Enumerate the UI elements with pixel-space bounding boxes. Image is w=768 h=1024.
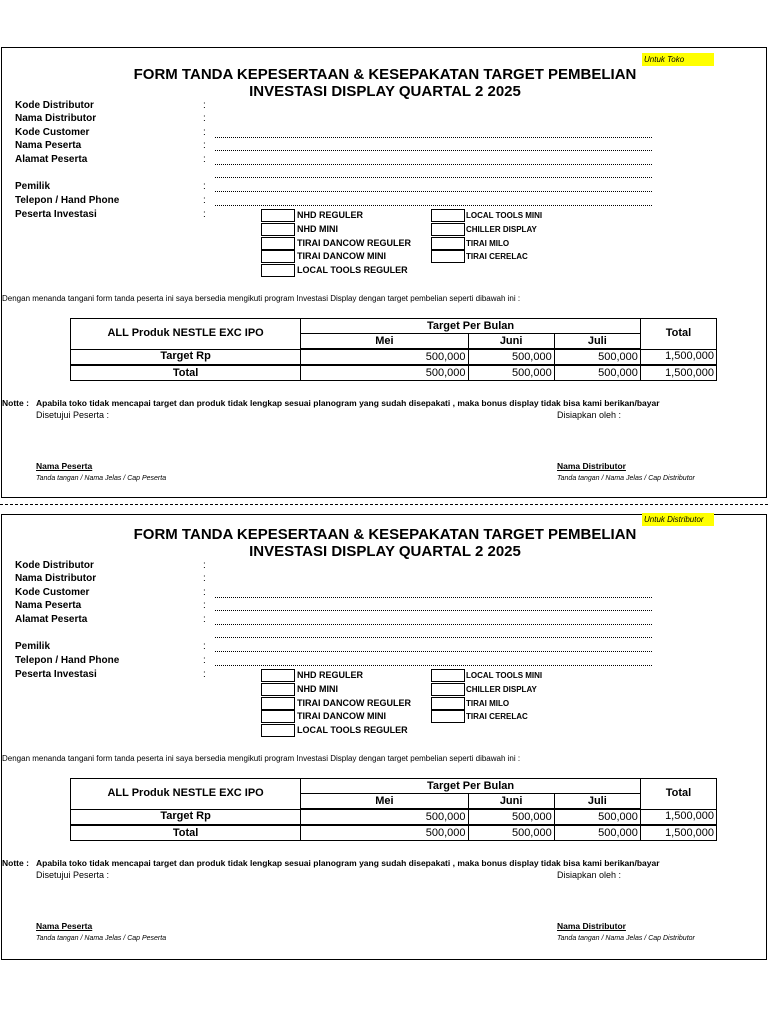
field-colon: : xyxy=(203,587,206,598)
form-title: FORM TANDA KEPESERTAAN & KESEPAKATAN TARGET PEMBELIAN xyxy=(133,526,637,543)
option-label: TIRAI MILO xyxy=(466,698,510,708)
field-colon: : xyxy=(203,127,206,138)
field-input-line[interactable] xyxy=(215,177,652,178)
checkbox-right-2[interactable] xyxy=(431,237,465,250)
field-colon: : xyxy=(203,209,206,220)
field-input-line-kode-customer[interactable] xyxy=(215,597,652,598)
form-subtitle: INVESTASI DISPLAY QUARTAL 2 2025 xyxy=(249,543,521,560)
field-label-alamat-peserta: Alamat Peserta xyxy=(15,154,88,165)
field-colon: : xyxy=(203,573,206,584)
target-per-bulan-header: Target Per Bulan xyxy=(301,319,641,334)
checkbox-right-0[interactable] xyxy=(431,669,465,682)
option-label: CHILLER DISPLAY xyxy=(466,224,537,234)
row-total: 1,500,000 xyxy=(640,349,716,365)
row-value: 500,000 xyxy=(468,349,554,365)
table-row xyxy=(71,365,717,381)
field-label-pemilik: Pemilik xyxy=(15,641,51,652)
checkbox-left-4[interactable] xyxy=(261,264,295,277)
option-label: TIRAI DANCOW REGULER xyxy=(297,697,411,708)
field-input-line-nama-peserta[interactable] xyxy=(215,150,652,151)
field-input-line-alamat-peserta[interactable] xyxy=(215,624,652,625)
field-colon: : xyxy=(203,181,206,192)
field-label-kode-customer: Kode Customer xyxy=(15,127,90,138)
row-value: 500,000 xyxy=(301,365,468,381)
option-label: TIRAI CERELAC xyxy=(466,252,528,262)
field-colon: : xyxy=(203,195,206,206)
checkbox-right-3[interactable] xyxy=(431,710,465,723)
disiapkan-label: Disiapkan oleh : xyxy=(557,410,622,420)
row-value: 500,000 xyxy=(468,809,554,825)
field-input-line-alamat-peserta[interactable] xyxy=(215,164,652,165)
field-colon: : xyxy=(203,600,206,611)
option-label: NHD MINI xyxy=(297,223,338,234)
row-label: Total xyxy=(71,825,301,841)
field-input-line[interactable] xyxy=(215,637,652,638)
field-input-line-pemilik[interactable] xyxy=(215,191,652,192)
field-colon: : xyxy=(203,154,206,165)
row-value: 500,000 xyxy=(301,349,468,365)
option-label: TIRAI MILO xyxy=(466,238,510,248)
checkbox-left-1[interactable] xyxy=(261,223,295,236)
checkbox-right-0[interactable] xyxy=(431,209,465,222)
month-header: Juni xyxy=(468,334,554,350)
table-row xyxy=(71,825,717,841)
row-total: 1,500,000 xyxy=(640,825,716,841)
option-label: TIRAI DANCOW MINI xyxy=(297,251,386,262)
total-header: Total xyxy=(640,779,716,810)
field-colon: : xyxy=(203,100,206,111)
field-colon: : xyxy=(203,140,206,151)
field-input-line-pemilik[interactable] xyxy=(215,651,652,652)
month-header: Mei xyxy=(301,334,468,350)
field-colon: : xyxy=(203,560,206,571)
field-label-pemilik: Pemilik xyxy=(15,181,51,192)
field-colon: : xyxy=(203,113,206,124)
field-label-kode-distributor: Kode Distributor xyxy=(15,100,94,111)
option-label: LOCAL TOOLS MINI xyxy=(466,671,543,680)
copy-tag: Untuk Distributor xyxy=(642,513,714,526)
copy-tag: Untuk Toko xyxy=(642,53,714,66)
field-input-line-telepon[interactable] xyxy=(215,205,652,206)
row-label: Total xyxy=(71,365,301,381)
disiapkan-label: Disiapkan oleh : xyxy=(557,870,622,880)
signature-distributor-sub: Tanda tangan / Nama Jelas / Cap Distributor xyxy=(557,935,695,942)
field-label-peserta-investasi: Peserta Investasi xyxy=(15,669,97,680)
option-label: NHD MINI xyxy=(297,683,338,694)
signature-peserta: Nama Peserta xyxy=(36,461,93,471)
signature-peserta-sub: Tanda tangan / Nama Jelas / Cap Peserta xyxy=(36,475,167,482)
option-label: LOCAL TOOLS MINI xyxy=(466,211,543,220)
field-colon: : xyxy=(203,669,206,680)
signature-peserta-sub: Tanda tangan / Nama Jelas / Cap Peserta xyxy=(36,935,167,942)
row-value: 500,000 xyxy=(554,825,640,841)
month-header: Mei xyxy=(301,794,468,810)
field-label-nama-distributor: Nama Distributor xyxy=(15,573,97,584)
checkbox-left-4[interactable] xyxy=(261,724,295,737)
form-title: FORM TANDA KEPESERTAAN & KESEPAKATAN TARGET PEMBELIAN xyxy=(133,66,637,83)
checkbox-left-3[interactable] xyxy=(261,250,295,263)
signature-peserta: Nama Peserta xyxy=(36,921,93,931)
month-header: Juli xyxy=(554,334,640,350)
target-table xyxy=(70,318,717,381)
product-cell: ALL Produk NESTLE EXC IPO xyxy=(71,779,301,810)
row-value: 500,000 xyxy=(301,825,468,841)
option-label: LOCAL TOOLS REGULER xyxy=(297,265,408,276)
checkbox-right-3[interactable] xyxy=(431,250,465,263)
signature-distributor: Nama Distributor xyxy=(557,461,626,471)
checkbox-right-1[interactable] xyxy=(431,223,465,236)
row-value: 500,000 xyxy=(554,365,640,381)
disetujui-label: Disetujui Peserta : xyxy=(36,410,110,420)
field-label-nama-distributor: Nama Distributor xyxy=(15,113,97,124)
field-colon: : xyxy=(203,641,206,652)
option-label: TIRAI DANCOW REGULER xyxy=(297,237,411,248)
field-label-alamat-peserta: Alamat Peserta xyxy=(15,614,88,625)
field-label-kode-distributor: Kode Distributor xyxy=(15,560,94,571)
note-text: Apabila toko tidak mencapai target dan produk tidak lengkap sesuai planogram yang sudah disepakati , maka bonus display tidak bisa kami berikan/bayar xyxy=(36,398,660,408)
checkbox-left-1[interactable] xyxy=(261,683,295,696)
field-label-kode-customer: Kode Customer xyxy=(15,587,90,598)
field-label-nama-peserta: Nama Peserta xyxy=(15,140,82,151)
checkbox-left-3[interactable] xyxy=(261,710,295,723)
row-value: 500,000 xyxy=(468,365,554,381)
row-value: 500,000 xyxy=(468,825,554,841)
table-row xyxy=(71,809,717,825)
row-value: 500,000 xyxy=(554,349,640,365)
month-header: Juli xyxy=(554,794,640,810)
month-header: Juni xyxy=(468,794,554,810)
option-label: TIRAI CERELAC xyxy=(466,712,528,722)
field-input-line-kode-customer[interactable] xyxy=(215,137,652,138)
signature-distributor: Nama Distributor xyxy=(557,921,626,931)
form-distributor xyxy=(1,514,767,960)
field-input-line-telepon[interactable] xyxy=(215,665,652,666)
option-label: TIRAI DANCOW MINI xyxy=(297,711,386,722)
form-toko xyxy=(1,47,767,498)
intro-text: Dengan menanda tangani form tanda peserta ini saya bersedia mengikuti program Investasi Display dengan target pembelian seperti dibawah ini : xyxy=(2,754,521,763)
note-label: Notte : xyxy=(2,858,29,868)
field-input-line-nama-peserta[interactable] xyxy=(215,610,652,611)
disetujui-label: Disetujui Peserta : xyxy=(36,870,110,880)
table-row xyxy=(71,349,717,365)
note-label: Notte : xyxy=(2,398,29,408)
checkbox-left-2[interactable] xyxy=(261,237,295,250)
row-label: Target Rp xyxy=(71,349,301,365)
checkbox-right-2[interactable] xyxy=(431,697,465,710)
option-label: NHD REGULER xyxy=(297,210,364,220)
row-total: 1,500,000 xyxy=(640,809,716,825)
checkbox-left-0[interactable] xyxy=(261,669,295,682)
row-label: Target Rp xyxy=(71,809,301,825)
checkbox-left-0[interactable] xyxy=(261,209,295,222)
target-table xyxy=(70,778,717,841)
field-label-telepon: Telepon / Hand Phone xyxy=(15,195,120,206)
note-text: Apabila toko tidak mencapai target dan produk tidak lengkap sesuai planogram yang sudah disepakati , maka bonus display tidak bisa kami berikan/bayar xyxy=(36,858,660,868)
field-label-peserta-investasi: Peserta Investasi xyxy=(15,209,97,220)
checkbox-right-1[interactable] xyxy=(431,683,465,696)
option-label: NHD REGULER xyxy=(297,670,364,680)
cut-line xyxy=(0,504,768,505)
target-per-bulan-header: Target Per Bulan xyxy=(301,779,641,794)
signature-distributor-sub: Tanda tangan / Nama Jelas / Cap Distributor xyxy=(557,475,695,482)
row-value: 500,000 xyxy=(301,809,468,825)
form-subtitle: INVESTASI DISPLAY QUARTAL 2 2025 xyxy=(249,83,521,100)
field-colon: : xyxy=(203,614,206,625)
field-label-nama-peserta: Nama Peserta xyxy=(15,600,82,611)
row-value: 500,000 xyxy=(554,809,640,825)
product-cell: ALL Produk NESTLE EXC IPO xyxy=(71,319,301,350)
row-total: 1,500,000 xyxy=(640,365,716,381)
total-header: Total xyxy=(640,319,716,350)
intro-text: Dengan menanda tangani form tanda peserta ini saya bersedia mengikuti program Investasi Display dengan target pembelian seperti dibawah ini : xyxy=(2,294,521,303)
option-label: CHILLER DISPLAY xyxy=(466,684,537,694)
option-label: LOCAL TOOLS REGULER xyxy=(297,725,408,736)
checkbox-left-2[interactable] xyxy=(261,697,295,710)
field-colon: : xyxy=(203,655,206,666)
field-label-telepon: Telepon / Hand Phone xyxy=(15,655,120,666)
